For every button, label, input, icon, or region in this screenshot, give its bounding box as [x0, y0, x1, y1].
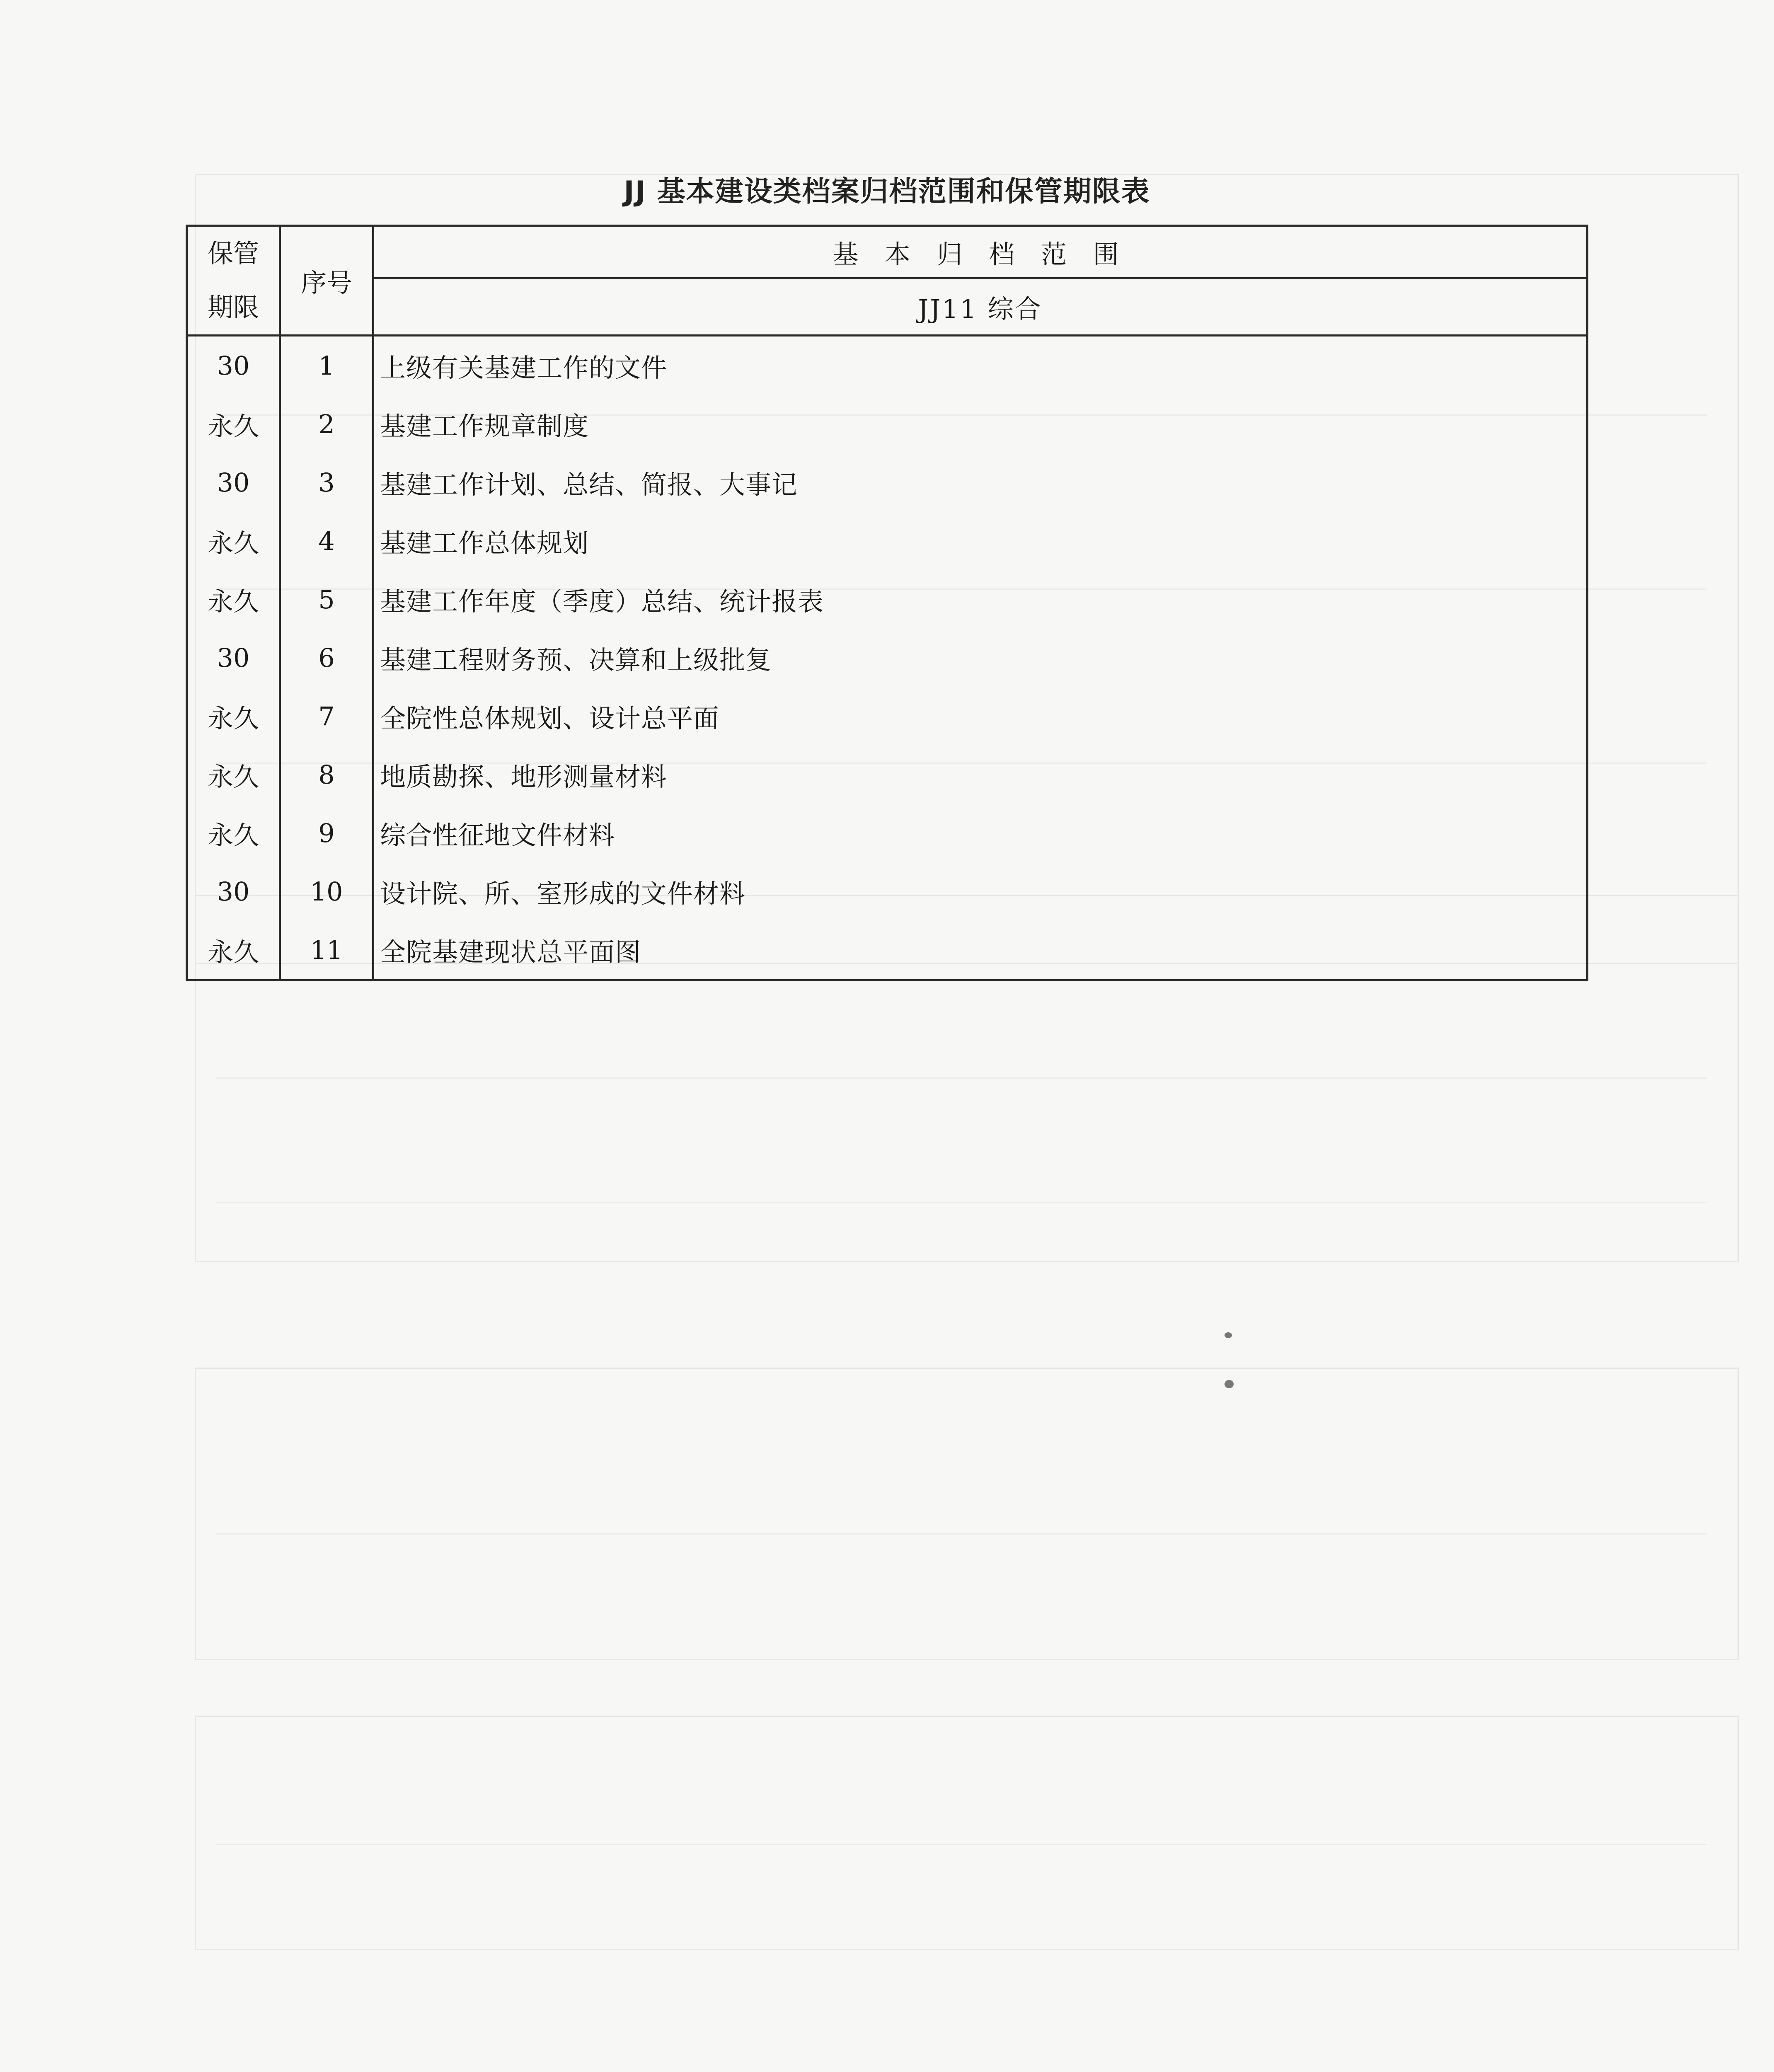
bleed-through-line [215, 1844, 1707, 1845]
table-row [187, 629, 1588, 687]
table-row [187, 570, 1588, 629]
table-row [187, 921, 1588, 980]
sequence-cell: 7 [280, 687, 373, 746]
archive-scope-table [186, 225, 1588, 981]
scan-speck [1225, 1332, 1232, 1338]
table-row [187, 746, 1588, 804]
sequence-cell: 10 [280, 862, 373, 921]
bleed-through-table-bottom [195, 1716, 1739, 1950]
scope-cell: 基建工作规章制度 [373, 395, 1588, 453]
retention-cell: 永久 [187, 687, 280, 746]
scope-cell: 基建工作计划、总结、简报、大事记 [373, 453, 1588, 512]
sequence-cell: 3 [280, 453, 373, 512]
scope-cell: 综合性征地文件材料 [373, 804, 1588, 862]
sequence-cell: 8 [280, 746, 373, 804]
retention-cell: 永久 [187, 804, 280, 862]
scope-cell: 全院性总体规划、设计总平面 [373, 687, 1588, 746]
scope-cell: 基建工作总体规划 [373, 512, 1588, 570]
sequence-cell: 2 [280, 395, 373, 453]
sequence-number-header: 序号 [280, 226, 373, 336]
sequence-cell: 11 [280, 921, 373, 980]
table-row [187, 862, 1588, 921]
scope-cell: 地质勘探、地形测量材料 [373, 746, 1588, 804]
sequence-cell: 4 [280, 512, 373, 570]
table-row [187, 512, 1588, 570]
page-title: JJ 基本建设类档案归档范围和保管期限表 [624, 175, 1150, 208]
scope-cell: 设计院、所、室形成的文件材料 [373, 862, 1588, 921]
table-row [187, 336, 1588, 395]
sequence-cell: 9 [280, 804, 373, 862]
retention-cell: 永久 [187, 921, 280, 980]
table-row [187, 395, 1588, 453]
retention-cell: 30 [187, 336, 280, 395]
bleed-through-line [215, 1533, 1707, 1535]
sequence-cell: 1 [280, 336, 373, 395]
retention-cell: 30 [187, 862, 280, 921]
retention-cell: 永久 [187, 395, 280, 453]
retention-cell: 永久 [187, 512, 280, 570]
retention-cell: 永久 [187, 570, 280, 629]
archive-scope-header: 基 本 归 档 范 围 [373, 226, 1588, 278]
table-row [187, 804, 1588, 862]
sequence-cell: 6 [280, 629, 373, 687]
bleed-through-table-lower [195, 1368, 1739, 1660]
bleed-through-line [215, 1202, 1707, 1203]
sequence-cell: 5 [280, 570, 373, 629]
section-header: JJ11 综合 [373, 278, 1588, 336]
retention-header-bottom: 期限 [207, 292, 259, 322]
scope-cell: 基建工作年度（季度）总结、统计报表 [373, 570, 1588, 629]
scope-cell: 基建工程财务预、决算和上级批复 [373, 629, 1588, 687]
retention-cell: 30 [187, 629, 280, 687]
retention-period-header [187, 226, 280, 336]
bleed-through-line [215, 1077, 1707, 1079]
retention-header-top: 保管 [207, 238, 259, 269]
table-row [187, 453, 1588, 512]
retention-cell: 30 [187, 453, 280, 512]
retention-cell: 永久 [187, 746, 280, 804]
scope-cell: 上级有关基建工作的文件 [373, 336, 1588, 395]
table-row [187, 687, 1588, 746]
scope-cell: 全院基建现状总平面图 [373, 921, 1588, 980]
scan-speck [1225, 1380, 1234, 1388]
